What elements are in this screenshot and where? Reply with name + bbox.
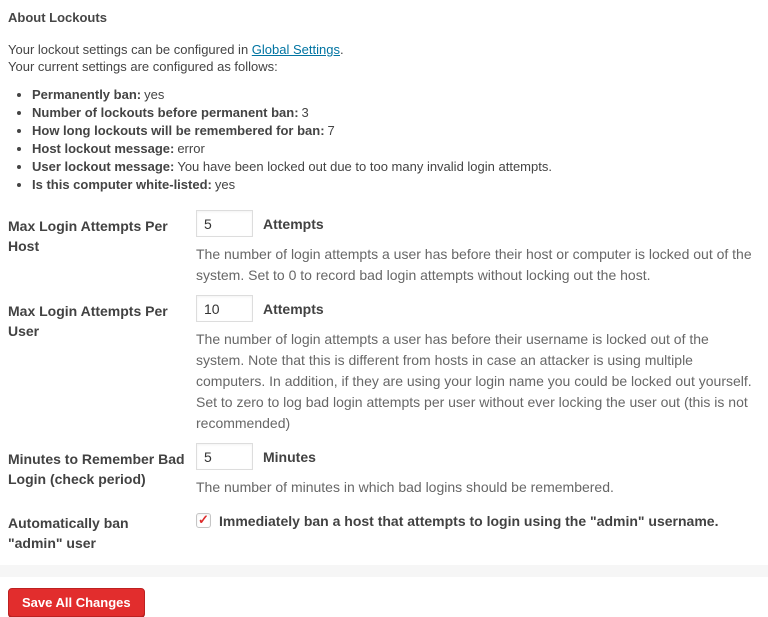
item-label: User lockout message: bbox=[32, 159, 175, 174]
item-label: Permanently ban: bbox=[32, 87, 142, 102]
intro-line-1 bbox=[8, 41, 756, 58]
form-row-max-attempts-host bbox=[8, 210, 756, 295]
item-label: How long lockouts will be remembered for ban: bbox=[32, 123, 325, 138]
intro-line1-prefix: Your lockout settings can be configured in bbox=[8, 42, 252, 57]
admin-ban-checkbox[interactable] bbox=[196, 513, 211, 528]
admin-ban-checkbox-label: Immediately ban a host that attempts to login using the "admin" username. bbox=[219, 513, 719, 529]
item-label: Number of lockouts before permanent ban: bbox=[32, 105, 299, 120]
list-item bbox=[32, 106, 756, 119]
field-description: The number of minutes in which bad logins should be remembered. bbox=[196, 479, 614, 495]
intro-line-2: Your current settings are configured as follows: bbox=[8, 59, 278, 74]
field-description: The number of login attempts a user has before their username is locked out of the system. Note that this is different from hosts in case an attacker is using multiple computers. In addition, if they are using your login name you could be locked out yourself. Set to zero to log bad login attempts per user without ever locking the user out (this is not recommended) bbox=[196, 331, 752, 431]
field-description: The number of login attempts a user has before their host or computer is locked out of the system. Set to 0 to record bad login attempts without locking out the host. bbox=[196, 246, 752, 283]
item-value: yes bbox=[144, 87, 165, 102]
list-item bbox=[32, 88, 756, 101]
max-login-attempts-per-host-label: Max Login Attempts Per Host bbox=[8, 218, 168, 254]
item-value: error bbox=[177, 141, 205, 156]
auto-ban-admin-user-label: Automatically ban "admin" user bbox=[8, 515, 129, 551]
form-row-minutes-remember bbox=[8, 443, 756, 507]
item-label: Host lockout message: bbox=[32, 141, 175, 156]
item-value: You have been locked out due to too many invalid login attempts. bbox=[177, 159, 552, 174]
intro-text bbox=[8, 41, 756, 75]
page-bottom-strip bbox=[0, 565, 768, 577]
intro-line1-suffix: . bbox=[339, 42, 344, 57]
item-value: 7 bbox=[327, 123, 335, 138]
attempts-unit-label: Attempts bbox=[263, 215, 324, 232]
form-row-ban-admin bbox=[8, 507, 756, 562]
list-item bbox=[32, 178, 756, 191]
current-settings-list bbox=[8, 88, 756, 191]
global-settings-link[interactable]: Global Settings bbox=[251, 42, 340, 57]
form-row-max-attempts-user bbox=[8, 295, 756, 443]
checkmark-icon: ✓ bbox=[198, 512, 209, 527]
lockout-settings-form bbox=[8, 210, 756, 562]
save-all-changes-button[interactable]: Save All Changes bbox=[8, 588, 145, 617]
max-login-attempts-per-host-input[interactable] bbox=[196, 210, 253, 237]
list-item bbox=[32, 142, 756, 155]
item-value: 3 bbox=[301, 105, 309, 120]
minutes-unit-label: Minutes bbox=[263, 448, 316, 465]
admin-ban-checkbox-row[interactable] bbox=[196, 507, 756, 531]
list-item bbox=[32, 160, 756, 173]
list-item bbox=[32, 124, 756, 137]
item-value: yes bbox=[214, 177, 236, 192]
page-title: About Lockouts bbox=[8, 10, 107, 25]
attempts-unit-label: Attempts bbox=[263, 300, 324, 317]
max-login-attempts-per-user-label: Max Login Attempts Per User bbox=[8, 303, 168, 339]
minutes-remember-bad-login-label: Minutes to Remember Bad Login (check period) bbox=[8, 451, 185, 487]
minutes-remember-bad-login-input[interactable] bbox=[196, 443, 253, 470]
item-label: Is this computer white-listed: bbox=[32, 177, 212, 192]
max-login-attempts-per-user-input[interactable] bbox=[196, 295, 253, 322]
